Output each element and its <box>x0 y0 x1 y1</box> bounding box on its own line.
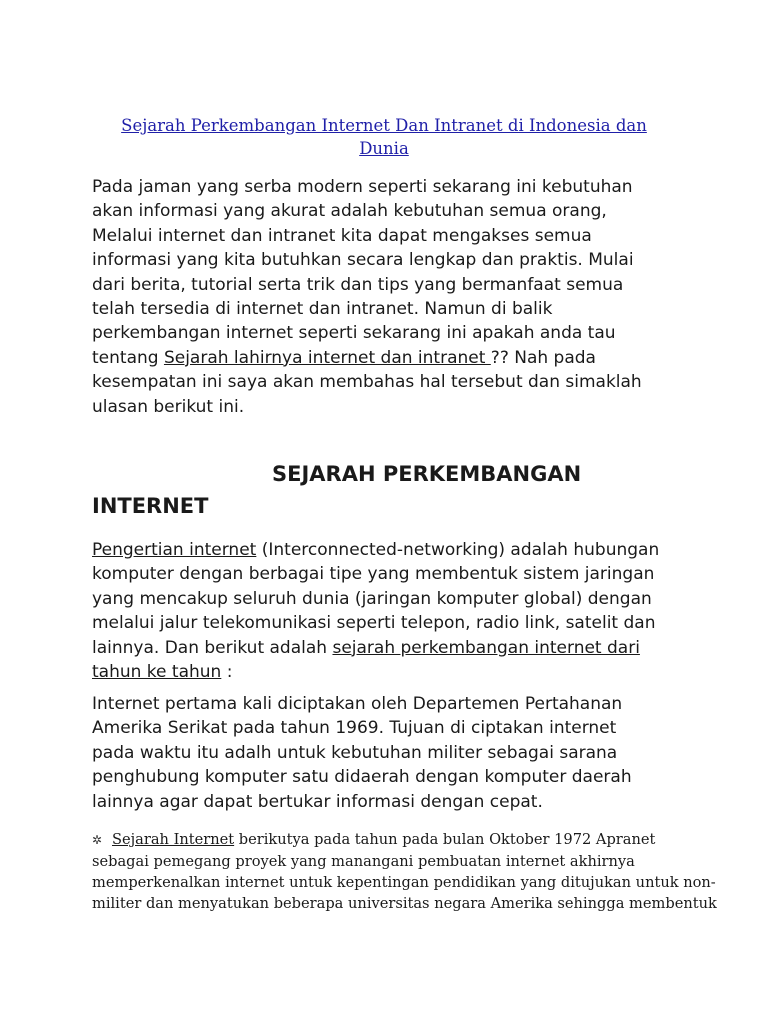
intro-line <box>92 346 642 370</box>
intro-line: Pada jaman yang serba modern seperti sekarang ini kebutuhan <box>92 177 633 197</box>
pengertian-internet-link[interactable]: Pengertian internet <box>92 540 257 560</box>
sejarah-lahirnya-link[interactable]: Sejarah lahirnya internet dan intranet <box>163 347 491 368</box>
intro-text: tentang <box>92 347 164 368</box>
intro-paragraph <box>92 175 642 419</box>
bullet-text: berikutya pada tahun pada bulan Oktober 1972 Apranet <box>234 831 656 848</box>
intro-line: telah tersedia di internet dan intranet. Namun di balik <box>92 299 553 320</box>
bullet-paragraph <box>92 829 717 914</box>
intro-line: akan informasi yang akurat adalah kebutuhan semua orang, <box>92 201 607 222</box>
section-heading-line2: INTERNET <box>92 494 209 518</box>
pengertian-line <box>92 660 659 684</box>
pengertian-text: lainnya. Dan berikut adalah <box>92 637 333 658</box>
internet-pertama-line: penghubung komputer satu didaerah dengan komputer daerah <box>92 767 632 788</box>
bullet-line: sebagai pemegang proyek yang manangani pembuatan internet akhirnya <box>92 853 635 870</box>
internet-pertama-paragraph <box>92 692 632 814</box>
internet-pertama-line: Amerika Serikat pada tahun 1969. Tujuan di ciptakan internet <box>92 718 617 739</box>
pengertian-text: (Interconnected-networking) adalah hubungan <box>256 540 660 560</box>
pengertian-paragraph <box>92 538 659 684</box>
internet-pertama-line: lainnya agar dapat bertukar informasi dengan cepat. <box>92 791 543 812</box>
pengertian-line: komputer dengan berbagai tipe yang membentuk sistem jaringan <box>92 564 655 585</box>
internet-pertama-line: pada waktu itu adalh untuk kebutuhan militer sebagai sarana <box>92 742 618 763</box>
pengertian-line: melalui jalur telekomunikasi seperti telepon, radio link, satelit dan <box>92 613 656 634</box>
section-heading-line1: SEJARAH PERKEMBANGAN <box>272 462 582 486</box>
intro-line: dari berita, tutorial serta trik dan tips yang bermanfaat semua <box>92 274 624 295</box>
bullet-line: militer dan menyatukan beberapa universitas negara Amerika sehingga membentuk <box>92 895 717 912</box>
pengertian-text: : <box>221 662 233 683</box>
title-link-line1[interactable]: Sejarah Perkembangan Internet Dan Intranet di Indonesia dan <box>121 116 647 135</box>
intro-line: kesempatan ini saya akan membahas hal tersebut dan simaklah <box>92 372 642 393</box>
bullet-line <box>92 829 692 851</box>
title-link-line2[interactable]: Dunia <box>359 139 409 158</box>
intro-line: perkembangan internet seperti sekarang ini apakah anda tau <box>92 323 616 344</box>
sejarah-perkembangan-link[interactable]: sejarah perkembangan internet dari <box>332 637 640 658</box>
pengertian-line <box>92 636 659 660</box>
intro-line: Melalui internet dan intranet kita dapat mengakses semua <box>92 225 592 246</box>
tahun-ke-tahun-link[interactable]: tahun ke tahun <box>92 662 222 683</box>
document-title <box>100 114 668 160</box>
internet-pertama-line: Internet pertama kali diciptakan oleh Departemen Pertahanan <box>92 694 623 714</box>
intro-text: ?? Nah pada <box>490 347 596 368</box>
bullet-line: memperkenalkan internet untuk kepentingan pendidikan yang ditujukan untuk non- <box>92 874 716 891</box>
pengertian-line: yang mencakup seluruh dunia (jaringan komputer global) dengan <box>92 588 652 609</box>
intro-line: ulasan berikut ini. <box>92 396 245 417</box>
asterisk-bullet-icon: ✲ <box>92 833 103 847</box>
sejarah-internet-link[interactable]: Sejarah Internet <box>112 831 235 848</box>
pengertian-line <box>92 538 659 562</box>
intro-line: informasi yang kita butuhkan secara lengkap dan praktis. Mulai <box>92 250 634 271</box>
